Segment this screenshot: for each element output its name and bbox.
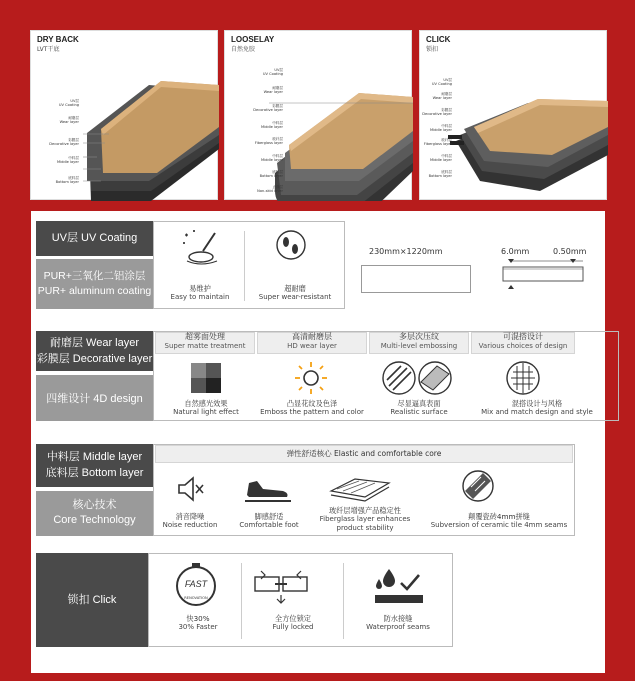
feature-realistic-surface: 尽显逼真表面 Realistic surface: [390, 399, 448, 416]
feature-fully-locked: 全方位锁定 Fully locked: [272, 614, 314, 631]
divider: [343, 563, 344, 639]
layer-label: UV层 UV Coating: [262, 68, 283, 76]
layer-label: 彩膜层 Decorative layer: [49, 138, 79, 146]
layer-label: 彩膜层 Decorative layer: [422, 108, 452, 116]
wear-layer-block: [36, 331, 153, 371]
layer-label: 底料层 Bottom layer: [428, 170, 452, 178]
fiberglass-icon: [327, 473, 393, 503]
layer-label: 止滑层 Non-skid layer: [257, 185, 283, 193]
footprints-icon: [275, 229, 307, 265]
layer-label: 中料层 Middle layer: [260, 154, 283, 162]
col-head-design: 可混搭设计 Various choices of design: [471, 332, 575, 354]
svg-text:FAST: FAST: [184, 579, 208, 589]
tile-icon: [461, 469, 495, 503]
feature-wear-resistant: 超耐磨 Super wear-resistant: [258, 284, 332, 301]
deco-label: 彩膜层 Decorative layer: [36, 353, 153, 365]
thickness-total: 6.0mm: [501, 247, 530, 256]
middle-layer-block: [36, 444, 153, 487]
pur-en-label: PUR+ aluminum coating: [37, 285, 152, 297]
plank-rect: [361, 265, 471, 293]
layer-diagram: [31, 31, 219, 201]
thickness-diagram: [497, 257, 587, 297]
bottom-label: 底料层 Bottom layer: [45, 467, 144, 479]
design-label: 四维设计 4D design: [46, 393, 143, 405]
feature-mix-match: 混搭设计与风格 Mix and match design and style: [481, 399, 593, 416]
card-title: CLICK: [426, 35, 451, 44]
svg-text:RENOVATION: RENOVATION: [184, 596, 208, 600]
card-click: [419, 30, 607, 200]
matte-icon: [189, 361, 223, 395]
mop-icon: [179, 229, 239, 269]
middle-label: 中料层 Middle layer: [46, 451, 143, 463]
layer-label: 中料层 Middle layer: [260, 121, 283, 129]
features-panel: [31, 211, 605, 673]
click-label: 锁扣 Click: [67, 594, 117, 606]
feature-emboss-color: 凸显花纹及色泽 Emboss the pattern and color: [260, 399, 364, 416]
lock-arrows-icon: [253, 567, 309, 607]
wear-label: 耐磨层 Wear layer: [49, 337, 140, 349]
design-block: [36, 375, 153, 421]
layer-label: 耐磨层 Wear layer: [432, 92, 452, 100]
layer-label: 彩膜层 Decorative layer: [253, 104, 283, 112]
thickness-wear: 0.50mm: [553, 247, 587, 256]
pur-coating-block: [36, 259, 153, 309]
card-subtitle: LVT干底: [37, 46, 60, 53]
card-dry-back: [30, 30, 218, 200]
click-block: [36, 553, 148, 647]
card-title: DRY BACK: [37, 35, 79, 44]
shoe-icon: [243, 475, 293, 503]
card-title: LOOSELAY: [231, 35, 275, 44]
col-head-matte: 超雾面处理 Super matte treatment: [155, 332, 255, 354]
feature-noise-reduction: 消音降噪 Noise reduction: [162, 512, 218, 529]
fast-renovation-icon: [173, 563, 219, 609]
feature-waterproof: 防水接缝 Waterproof seams: [366, 614, 430, 631]
plank-size: 230mm×1220mm: [369, 247, 443, 256]
grid-pattern-icon: [505, 360, 541, 396]
layer-label: 中料层 Middle layer: [429, 154, 452, 162]
core-cn-label: 核心技术: [72, 499, 117, 511]
col-head-embossing: 多层次压纹 Multi-level embossing: [369, 332, 469, 354]
layer-label: 底料层 Bottom layer: [259, 170, 283, 178]
layer-label: 底料层 Bottom layer: [55, 176, 79, 184]
feature-comfortable-foot: 脚感舒适 Comfortable foot: [239, 512, 299, 529]
layer-label: 中料层 Middle layer: [429, 124, 452, 132]
layer-label: 耐磨层 Wear layer: [59, 116, 79, 124]
elastic-core-header: 弹性舒适核心 Elastic and comfortable core: [155, 445, 573, 463]
waterproof-icon: [373, 567, 425, 607]
card-looselay: [224, 30, 412, 200]
sun-icon: [293, 360, 329, 396]
layer-label: UV层 UV Coating: [431, 78, 452, 86]
core-tech-block: [36, 491, 153, 536]
mute-icon: [175, 475, 205, 503]
layer-label: 中料层 Middle layer: [56, 156, 79, 164]
layer-label: 耐磨层 Wear layer: [263, 86, 283, 94]
feature-easy-maintain: 易维护 Easy to maintain: [170, 284, 230, 301]
col-head-hd: 高清耐磨层 HD wear layer: [257, 332, 367, 354]
uv-layer-block: [36, 221, 153, 256]
layer-diagram: [225, 31, 413, 201]
layer-label: 玻纤层 Fiberglass layer: [254, 137, 283, 145]
core-en-label: Core Technology: [53, 514, 136, 526]
feature-natural-light: 自然感光效果 Natural light effect: [173, 399, 239, 416]
feature-fiberglass: 玻纤层增强产品稳定性 Fiberglass layer enhances product stability: [319, 506, 411, 532]
layer-label: 玻纤层 Fiberglass layer: [423, 138, 452, 146]
uv-label: UV层 UV Coating: [51, 232, 138, 244]
card-subtitle: 锁扣: [426, 46, 439, 53]
layer-label: UV层 UV Coating: [58, 99, 79, 107]
embossing-icon: [381, 360, 453, 396]
divider: [244, 231, 245, 301]
divider: [241, 563, 242, 639]
pur-cn-label: PUR+三氧化二铝涂层: [43, 270, 146, 282]
feature-faster: 快30% 30% Faster: [178, 614, 218, 631]
feature-tile-seams: 颠覆瓷砖4mm拼缝 Subversion of ceramic tile 4mm seams: [430, 512, 568, 529]
card-subtitle: 自然免胶: [231, 46, 256, 53]
